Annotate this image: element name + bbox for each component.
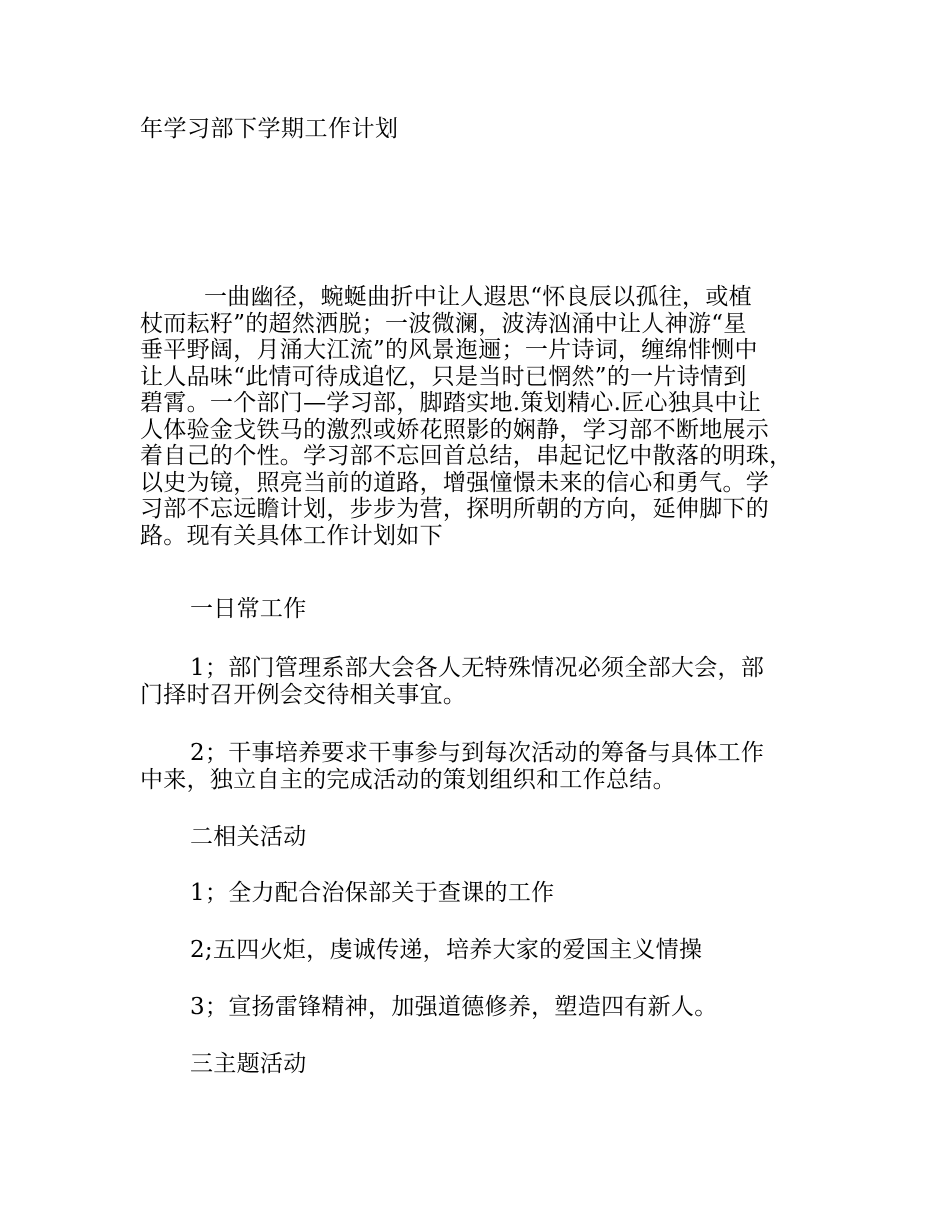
intro-line: 人体验金戈铁马的激烈或娇花照影的娴静，学习部不断地展示 [140,416,770,443]
section-heading-text: 一日常工作 [190,596,307,622]
intro-line: 路。现有关具体工作计划如下 [140,522,443,549]
section-heading-text: 二相关活动 [190,824,307,850]
section-heading-related-activities [140,824,820,851]
section-heading-daily-work [140,596,820,623]
item-staff-training [140,740,820,793]
intro-line: 碧霄。一个部门—学习部，脚踏实地.策划精心.匠心独具中让 [140,390,762,416]
section-heading-text: 三主题活动 [190,1051,307,1077]
intro-line: 着自己的个性。学习部不忘回首总结，串起记忆中散落的明珠， [140,443,793,469]
intro-line: 让人品味“此情可待成追忆，只是当时已惘然”的一片诗情到 [140,363,747,390]
item-line: 2；干事培养要求干事参与到每次活动的筹备与具体工作 [190,740,765,766]
item-line: 3；宣扬雷锋精神，加强道德修养，塑造四有新人。 [190,994,718,1020]
item-line: 1；全力配合治保部关于查课的工作 [190,880,555,906]
intro-line: 一曲幽径，蜿蜒曲折中让人遐思“怀良辰以孤往，或植 [204,284,752,310]
item-line: 中来，独立自主的完成活动的策划组织和工作总结。 [140,766,676,793]
document-title: 年学习部下学期工作计划 [140,116,399,142]
item-lei-feng-spirit [140,994,820,1021]
item-class-inspection [140,880,820,907]
item-line: 门择时召开例会交待相关事宜。 [140,681,467,708]
intro-line: 以史为镜，照亮当前的道路，增强憧憬未来的信心和勇气。学 [140,469,770,496]
item-line: 1；部门管理系部大会各人无特殊情况必须全部大会，部 [190,655,765,681]
item-may-fourth-torch [140,937,820,964]
intro-line: 习部不忘远瞻计划，步步为营，探明所朝的方向，延伸脚下的 [140,496,770,522]
intro-paragraph [140,284,820,549]
section-heading-theme-activities [140,1051,820,1078]
item-line: 2;五四火炬，虔诚传递，培养大家的爱国主义情操 [190,937,703,963]
intro-line: 垂平野阔，月涌大江流”的风景迤逦；一片诗词，缠绵悱恻中 [140,337,758,363]
item-department-management [140,655,820,708]
intro-line: 杖而耘籽”的超然洒脱；一波微澜，波涛汹涌中让人神游“星 [140,310,747,337]
